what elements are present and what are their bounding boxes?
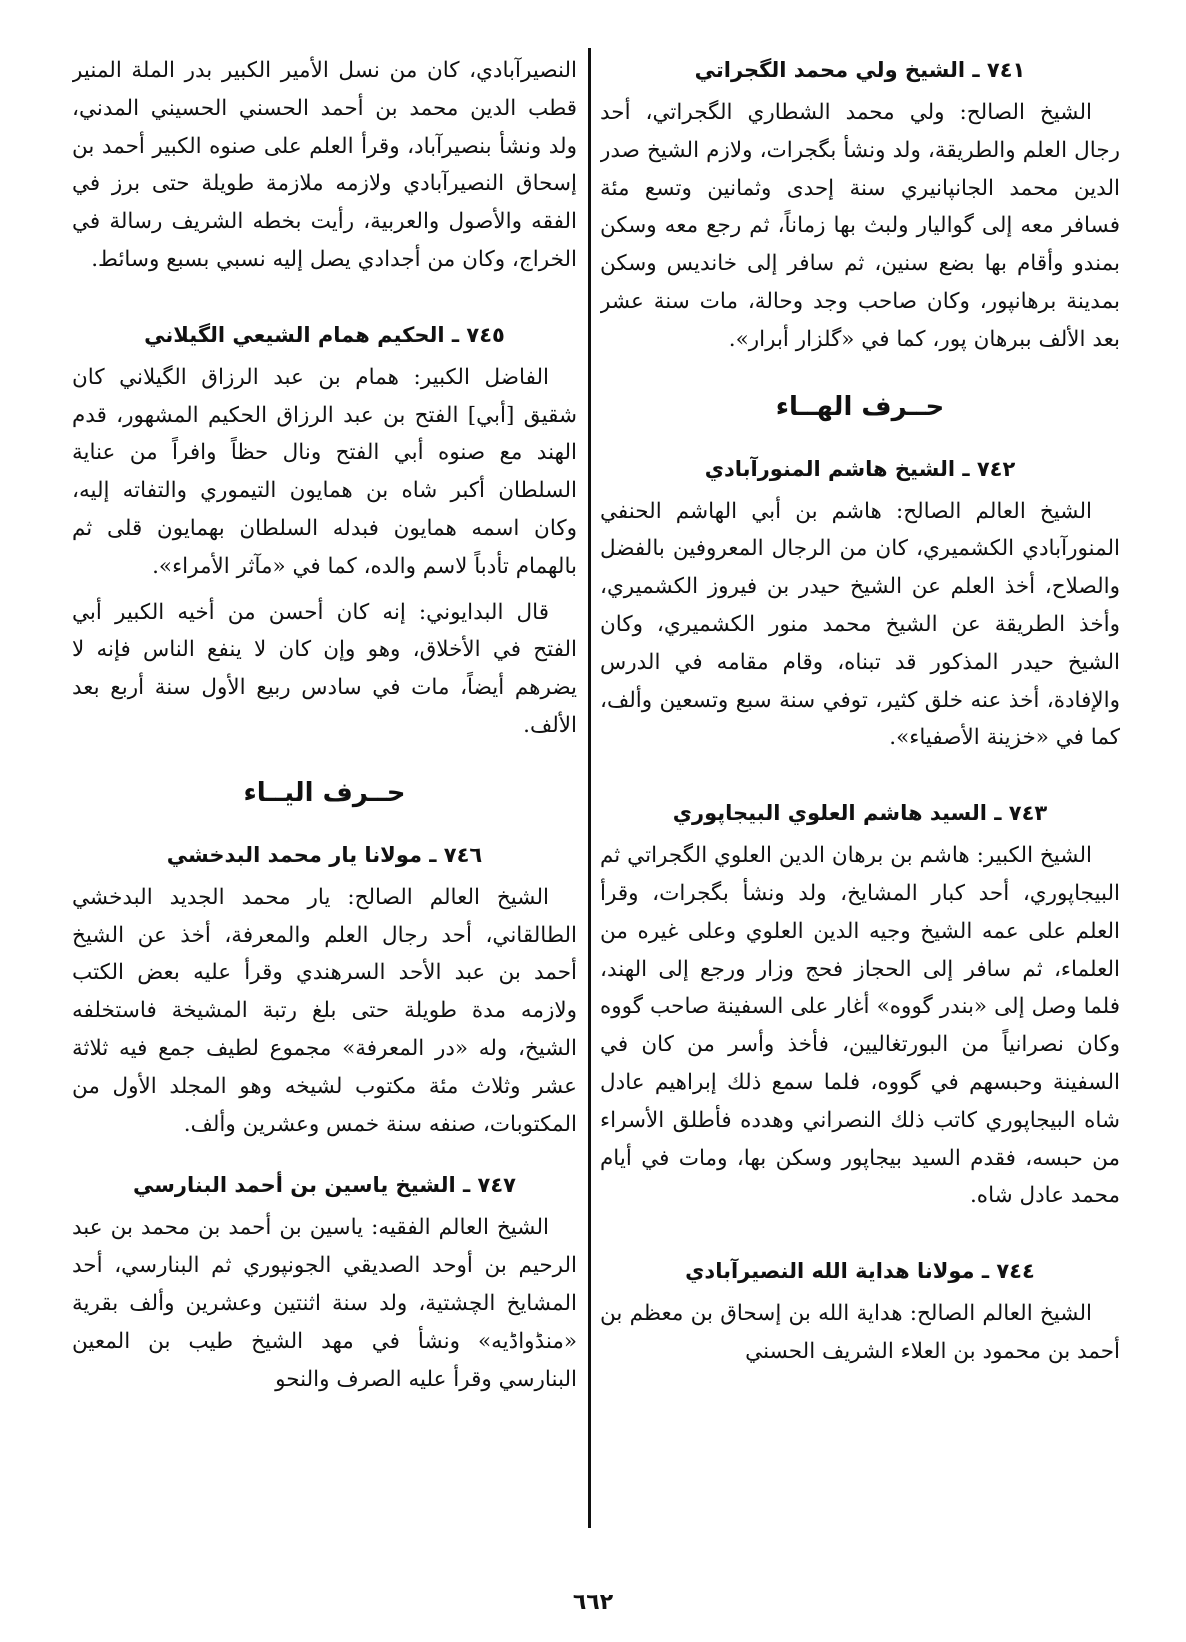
- entry-text-744-continued: النصيرآبادي، كان من نسل الأمير الكبير بدر الملة المنير قطب الدين محمد بن أحمد الحسني الحسيني المدني، ولد ونشأ بنصيرآباد، وقرأ العلم على صنوه الكبير أحمد بن إسحاق النصيرآبادي ولازمه ملازمة طويلة حتى برز في الفقه والأصول والعربية، رأيت بخطه الشريف رسالة في الخراج، وكان من أجدادي يصل إليه نسبي بسبع وسائط.: [72, 58, 577, 272]
- spacer: [72, 287, 577, 317]
- column-divider: [588, 48, 591, 1528]
- entry-text-741: الشيخ الصالح: ولي محمد الشطاري الگجراتي، أحد رجال العلم والطريقة، ولد ونشأ بگجرات، ولازم الشيخ صدر الدين محمد الجانپانيري سنة إحدى وثمانين وتسع مئة فسافر معه إلى گواليار ولبث بها زماناً، ثم رجع معه وسكن بمندو وأقام بها بضع سنين، ثم سافر إلى خانديس وسكن بمدينة برهانپور، وكان صاحب وجد وحالة، مات سنة عشر بعد الألف ببرهان پور، كما في «گلزار أبرار».: [600, 100, 1120, 352]
- entry-title-742: ٧٤٢ ـ الشيخ هاشم المنورآبادي: [704, 456, 1016, 481]
- spacer: [600, 1223, 1120, 1253]
- entry-title-747: ٧٤٧ ـ الشيخ ياسين بن أحمد البنارسي: [133, 1173, 516, 1198]
- right-column: [600, 52, 1120, 1572]
- entry-text-746: الشيخ العالم الصالح: يار محمد الجديد البدخشي الطالقاني، أحد رجال العلم والمعرفة، أخذ عن الشيخ أحمد بن عبد الأحد السرهندي وقرأ عليه بعض الكتب ولازمه مدة طويلة حتى بلغ رتبة المشيخة فاستخلفه الشيخ، وله «در المعرفة» مجموع لطيف جمع فيه ثلاثة عشر وثلاث مئة مكتوب لشيخه وهو المجلد الأول من المكتوبات، صنفه سنة خمس وعشرين وألف.: [72, 884, 577, 1137]
- entry-text-745-a: الفاضل الكبير: همام بن عبد الرزاق الگيلاني كان شقيق [أبي] الفتح بن عبد الرزاق الحكيم المشهور، قدم الهند مع صنوه أبي الفتح ونال حظاً وافراً من عناية السلطان أكبر شاه بن همايون التيموري والتفاته إليه، وكان اسمه همايون فبدله السلطان بهمايون قلى ثم بالهمام تأدباً لاسم والده، كما في «مآثر الأمراء».: [72, 364, 577, 579]
- entry-text-747: الشيخ العالم الفقيه: ياسين بن أحمد بن محمد بن عبد الرحيم بن أوحد الصديقي الجونپوري ثم البنارسي، أحد المشايخ الچشتية، ولد سنة اثنتين وعشرين وألف بقرية «منڈواڈيه» ونشأ في مهد الشيخ طيب بن المعين البنارسي وقرأ عليه الصرف والنحو: [72, 1215, 577, 1392]
- entry-text-742: الشيخ العالم الصالح: هاشم بن أبي الهاشم الحنفي المنورآبادي الكشميري، كان من الرجال المعروفين بالفضل والصلاح، أخذ العلم عن الشيخ حيدر بن فيروز الكشميري، وأخذ الطريقة عن الشيخ محمد منور الكشميري، وكان الشيخ حيدر المذكور قد تبناه، وقام مقامه في الدرس والإفادة، أخذ عنه خلق كثير، توفي سنة سبع وتسعين وألف، كما في «خزينة الأصفياء».: [600, 498, 1120, 751]
- entry-title-743: ٧٤٣ ـ السيد هاشم العلوي البيجاپوري: [672, 801, 1048, 826]
- entry-text-743: الشيخ الكبير: هاشم بن برهان الدين العلوي الگجراتي ثم البيجاپوري، أحد كبار المشايخ، ولد ونشأ بگجرات، وقرأ العلم على عمه الشيخ وجيه الدين العلوي وعلى غيره من العلماء، ثم سافر إلى الحجاز فحج وزار ورجع إلى الهند، فلما وصل إلى «بندر گووه» أغار على السفينة صاحب گووه وكان نصرانياً من البورتغاليين، فأخذ وأسر من كان في السفينة وحبسهم في گووه، فلما سمع ذلك إبراهيم عادل شاه البيجاپوري كاتب ذلك النصراني وهدده فأطلق الأسراء من حبسه، فقدم السيد بيجاپور وسكن بها، ومات في أيام محمد عادل شاه.: [600, 843, 1120, 1209]
- left-column: [72, 52, 577, 1572]
- section-heading-ha: حــرف الهــاء: [775, 391, 945, 422]
- spacer: [72, 1151, 577, 1167]
- section-heading-ya: حــرف اليــاء: [243, 777, 406, 808]
- entry-text-744: الشيخ العالم الصالح: هداية الله بن إسحاق بن معظم بن أحمد بن محمود بن العلاء الشريف الحسني: [600, 1301, 1120, 1364]
- entry-title-741: ٧٤١ ـ الشيخ ولي محمد الگجراتي: [694, 58, 1026, 82]
- entry-title-745: ٧٤٥ ـ الحكيم همام الشيعي الگيلاني: [144, 322, 505, 347]
- spacer: [600, 765, 1120, 795]
- page-number: ٦٦٢: [572, 1590, 614, 1615]
- entry-title-746: ٧٤٦ ـ مولانا يار محمد البدخشي: [166, 842, 483, 867]
- entry-title-744: ٧٤٤ ـ مولانا هداية الله النصيرآبادي: [685, 1259, 1035, 1284]
- entry-text-745-b: قال البدايوني: إنه كان أحسن من أخيه الكبير أبي الفتح في الأخلاق، وهو وإن كان لا ينفع الناس فإنه لا يضرهم أيضاً، مات في سادس ربيع الأول سنة أربع بعد الألف.: [72, 599, 577, 738]
